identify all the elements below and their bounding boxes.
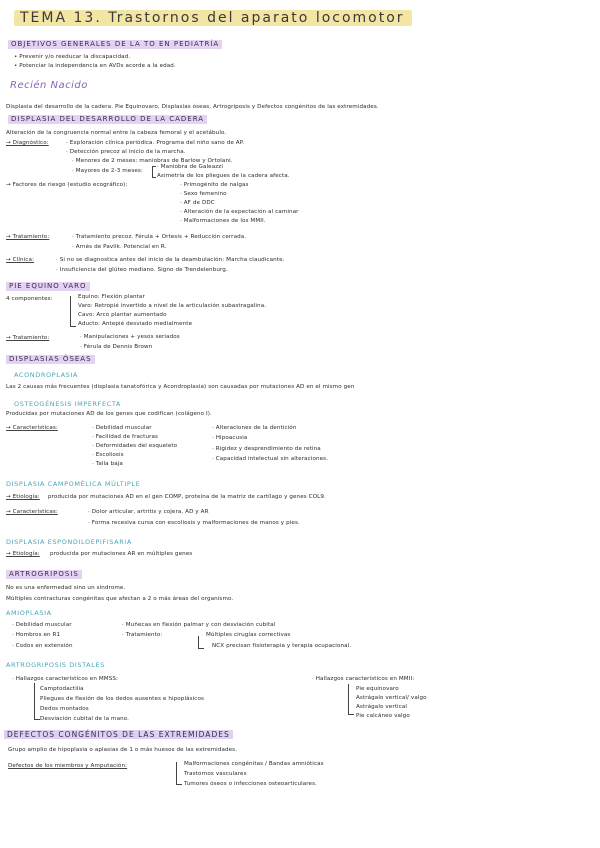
- distal-item: Desviación cubital de la mano.: [40, 716, 130, 722]
- defectos-intro: Grupo amplio de hipoplasia o aplasias de 1 o más huesos de las extremidades.: [8, 747, 238, 753]
- distal-item: Camptodactilia: [40, 686, 84, 692]
- amio-trat-item: NCX precisan fisioterapia y terapia ocupacional.: [212, 643, 352, 649]
- defectos-item: Tumores óseos o infecciones osteoarticulares.: [184, 781, 317, 787]
- riesgo-item: · AF de DDC: [180, 200, 215, 206]
- mmii-item: Astrágalo vertical/ valgo: [356, 695, 427, 701]
- osteo-text: Producidas por mutaciones AD de los genes que codifican (colágeno I).: [6, 411, 212, 417]
- diag-item: · Detección precoz al inicio de la marcha.: [66, 149, 186, 155]
- displasia-cadera-heading: DISPLASIA DEL DESARROLLO DE LA CADERA: [8, 115, 207, 124]
- amio-trat-item: Múltiples cirugías correctivas: [206, 632, 291, 638]
- artro-line: Múltiples contracturas congénitas que afectan a 2 o más áreas del organismo.: [6, 596, 234, 602]
- osteo-heading: OSTEOGÉNESIS IMPERFECTA: [14, 400, 121, 408]
- pie-comp-item: Equino: Flexión plantar: [78, 294, 145, 300]
- recien-nacido-intro: Displasia del desarrollo de la cadera. Pie Equinovaro, Displasias óseas, Artrogriposis y Defectos congénitos de las extremidades.: [6, 104, 379, 110]
- artro-distales-heading: ARTROGRIPOSIS DISTALES: [6, 661, 105, 669]
- riesgo-item: · Sexo femenino: [180, 191, 227, 197]
- diag-label: → Diagnóstico:: [6, 140, 49, 146]
- diag-item: · Mayores de 2-3 meses:: [72, 168, 143, 174]
- distal-label: · Hallazgos característicos en MMSS:: [12, 676, 118, 682]
- pie-trat-item: · Manipulaciones + yesos seriados: [80, 334, 180, 340]
- clinica-item: · Insuficiencia del glúteo mediano. Signo de Trendelenburg.: [56, 267, 228, 273]
- displasias-oseas-heading: DISPLASIAS ÓSEAS: [6, 355, 95, 364]
- osteo-col2-item: · Rigidez y desprendimiento de retina: [212, 446, 321, 452]
- mayores-bullet: · Maniobra de Galeazzi: [157, 164, 223, 170]
- camp-car-label: → Características:: [6, 509, 58, 515]
- defectos-bracket: [176, 762, 182, 785]
- distal-item: Dedos montados: [40, 706, 89, 712]
- riesgo-item: · Primogénito de nalgas: [180, 182, 249, 188]
- osteo-col2-item: · Capacidad intelectual sin alteraciones.: [212, 456, 329, 462]
- espondilo-heading: DISPLASIA ESPONDILOEPIFISARIA: [6, 538, 132, 546]
- osteo-col1-item: · Debilidad muscular: [92, 425, 152, 431]
- recien-nacido-heading: Recién Nacido: [10, 80, 88, 91]
- mmii-bracket: [348, 684, 354, 715]
- objetivos-item: • Potenciar la independencia en AVDs acorde a la edad.: [14, 63, 176, 69]
- camp-car-item: · Dolor articular, artritis y cojera, AD y AR: [88, 509, 209, 515]
- pie-comp-item: Cavo: Arco plantar aumentado: [78, 312, 167, 318]
- camp-etio-label: → Etiología:: [6, 494, 40, 500]
- acondro-text: Las 2 causas más frecuentes (displasia tanatofórica y Acondroplasia) son causadas por mutaciones AD en el mismo gen: [6, 384, 355, 390]
- mayores-item: Asimetría de los pliegues de la cadera afecta.: [157, 173, 290, 179]
- riesgo-item: · Malformaciones de los MMII.: [180, 218, 266, 224]
- riesgo-item: · Alteración de la expectación al caminar: [180, 209, 299, 215]
- objetivos-heading: OBJETIVOS GENERALES DE LA TO EN PEDIATRÍA: [8, 40, 222, 49]
- diag-item: · Exploración clínica periódica. Programa del niño sano de AP.: [66, 140, 245, 146]
- osteo-col1-item: · Talla baja: [92, 461, 123, 467]
- artro-line: No es una enfermedad sino un síndrome.: [6, 585, 126, 591]
- osteo-col2-item: · Hipoacusia: [212, 435, 248, 441]
- artrogriposis-heading: ARTROGRIPOSIS: [6, 570, 82, 579]
- mmii-item: Pie calcáneo valgo: [356, 713, 410, 719]
- amio-col1-item: · Codos en extensión: [12, 643, 73, 649]
- campomelica-heading: DISPLASIA CAMPOMÉLICA MÚLTIPLE: [6, 480, 141, 488]
- amio-trat-label: · Tratamiento:: [122, 632, 163, 638]
- amio-col1-item: · Hombros en R1: [12, 632, 61, 638]
- pie-comp-bracket: [70, 296, 76, 327]
- defectos-item: Trastornos vasculares: [184, 771, 247, 777]
- defectos-heading: DEFECTOS CONGÉNITOS DE LAS EXTREMIDADES: [4, 730, 233, 739]
- osteo-col1-item: · Escoliosis: [92, 452, 124, 458]
- objetivos-item: • Prevenir y/o reeducar la discapacidad.: [14, 54, 131, 60]
- osteo-col1-item: · Facilidad de fracturas: [92, 434, 159, 440]
- mayores-bracket: [152, 166, 156, 178]
- mmii-label: · Hallazgos característicos en MMII:: [312, 676, 415, 682]
- amioplasia-heading: AMIOPLASIA: [6, 609, 52, 617]
- amio-trat-bracket: [198, 636, 204, 649]
- amio-col2-item: · Muñecas en flexión palmar y con desviación cubital: [122, 622, 276, 628]
- camp-car-item: · Forma recesiva cursa con escoliosis y malformaciones de manos y pies.: [88, 520, 300, 526]
- acondro-heading: ACONDROPLASIA: [14, 371, 78, 379]
- trat-item: · Arnés de Pavlik. Potencial en R.: [72, 244, 167, 250]
- pie-equinovaro-heading: PIE EQUINO VARO: [6, 282, 90, 291]
- pie-comp-item: Aducto: Antepié desviado medialmente: [78, 321, 193, 327]
- camp-etio-text: producida por mutaciones AD en el gen COMP, proteína de la matriz de cartílago y genes COL9.: [48, 494, 326, 500]
- page-title: TEMA 13. Trastornos del aparato locomotor: [20, 10, 405, 26]
- pie-comp-item: Varo: Retropié invertido a nivel de la articulación subastragalina.: [78, 303, 267, 309]
- osteo-col2-item: · Alteraciones de la dentición: [212, 425, 297, 431]
- mmii-item: Pie equinovaro: [356, 686, 399, 692]
- defectos-item: Malformaciones congénitas / Bandas amnióticas: [184, 761, 324, 767]
- espondilo-label: → Etiología:: [6, 551, 40, 557]
- espondilo-text: producida por mutaciones AR en múltiples genes: [50, 551, 193, 557]
- clinica-label: → Clínica:: [6, 257, 34, 263]
- trat-label: → Tratamiento:: [6, 234, 50, 240]
- pie-trat-label: → Tratamiento:: [6, 335, 50, 341]
- distal-item: Pliegues de flexión de los dedos ausentes e hipoplásicos: [40, 696, 205, 702]
- displasia-cadera-def: Alteración de la congruencia normal entre la cabeza femoral y el acetábulo.: [6, 130, 227, 136]
- amio-col1-item: · Debilidad muscular: [12, 622, 72, 628]
- trat-item: · Tratamiento precoz. Férula + Ortesis + Reducción cerrada.: [72, 234, 247, 240]
- osteo-car-label: → Características:: [6, 425, 58, 431]
- mmii-item: Astrágalo vertical: [356, 704, 408, 710]
- clinica-item: · Si no se diagnostica antes del inicio de la deambulación: Marcha claudicante.: [56, 257, 285, 263]
- defectos-label: Defectos de los miembros y Amputación:: [8, 763, 128, 769]
- osteo-col1-item: · Deformidades del esqueleto: [92, 443, 178, 449]
- riesgo-label: → Factores de riesgo (estudio ecográfico):: [6, 182, 128, 188]
- pie-comp-label: 4 componentes:: [6, 296, 53, 302]
- diag-item: · Menores de 2 meses: maniobras de Barlow y Ortolani.: [72, 158, 233, 164]
- pie-trat-item: · Férula de Dennis Brown: [80, 344, 153, 350]
